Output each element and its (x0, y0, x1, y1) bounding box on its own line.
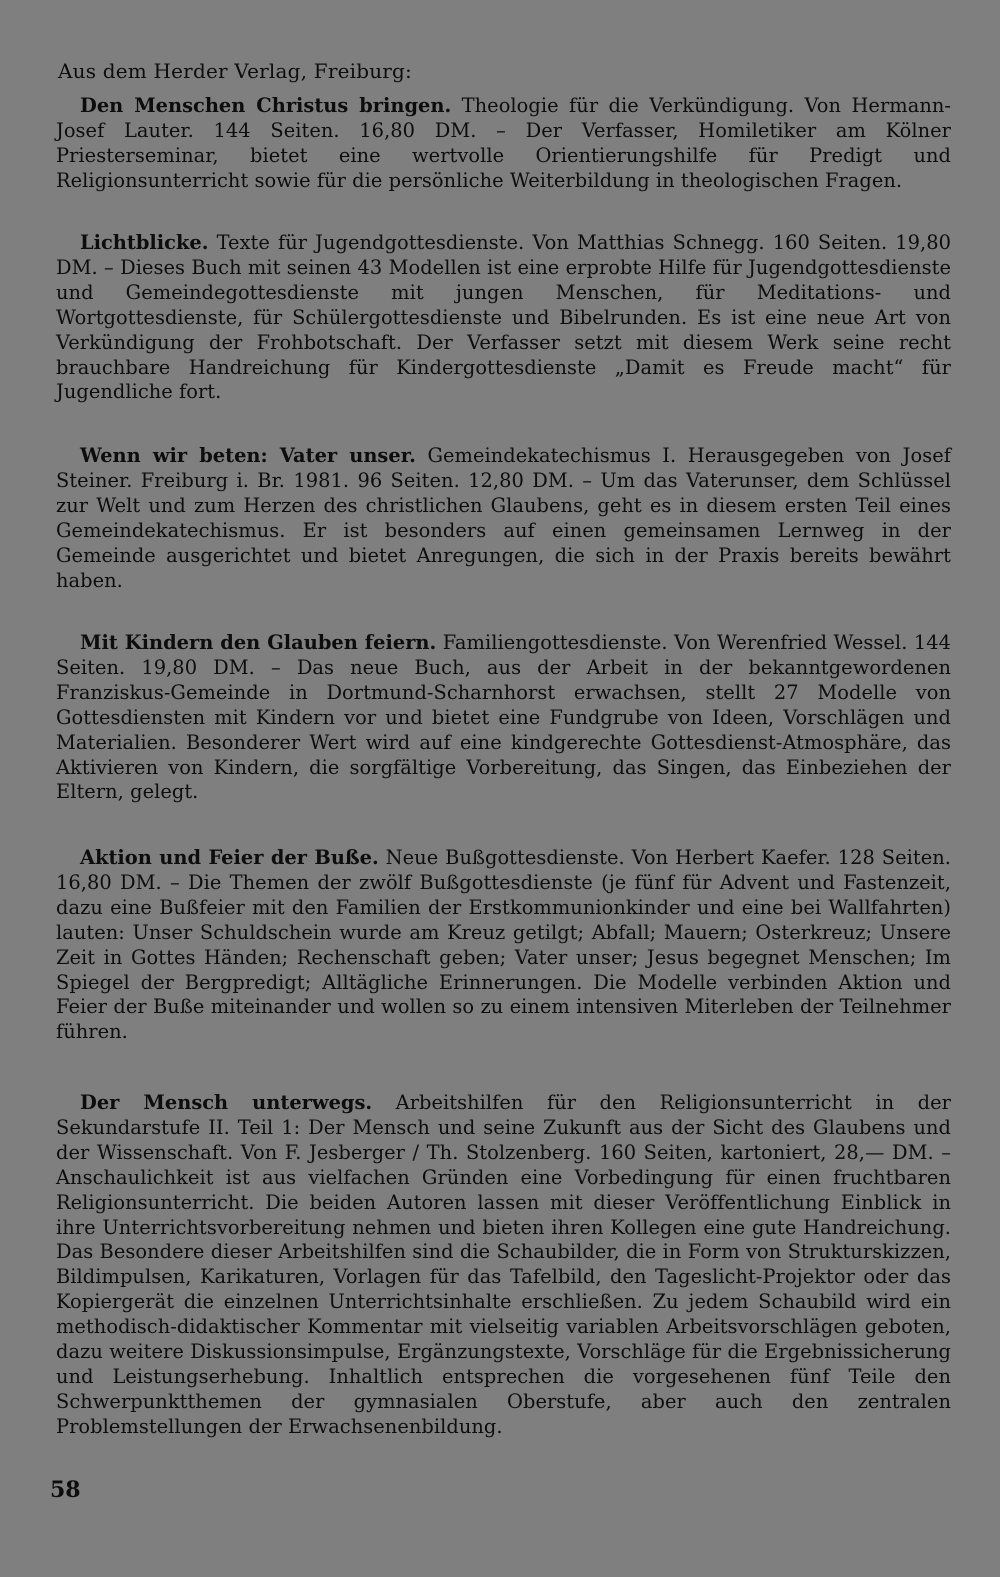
book-description: Familiengottesdienste. Von Werenfried Wessel. 144 Seiten. 19,80 DM. – Das neue Buch, aus der Arbeit in der bekanntgewordenen Franziskus-Gemeinde in Dortmund-Scharnhorst erwachsen, stellt 27 Modelle von Gottesdiensten mit Kindern vor und bietet eine Fundgrube von Ideen, Vorschlägen und Materialien. Besonderer Wert wird auf eine kindgerechte Gottesdienst-Atmosphäre, das Aktivieren von Kindern, die sorgfältige Vorbereitung, das Singen, das Einbeziehen der Eltern, gelegt. (56, 631, 952, 804)
book-entry (56, 231, 951, 405)
publisher-heading: Aus dem Herder Verlag, Freiburg: (58, 59, 412, 83)
book-entry (56, 444, 951, 593)
book-description: Neue Bußgottesdienste. Von Herbert Kaefer. 128 Seiten. 16,80 DM. – Die Themen der zwölf Bußgottesdienste (je fünf für Advent und Fastenzeit, dazu eine Bußfeier mit den Familien der Erstkommunionkinder und eine bei Wallfahrten) lauten: Unser Schuldschein wurde am Kreuz getilgt; Abfall; Mauern; Osterkreuz; Unsere Zeit in Gottes Händen; Rechenschaft geben; Vater unser; Jesus begegnet Menschen; Im Spiegel der Bergpredigt; Alltägliche Erinnerungen. Die Modelle verbinden Aktion und Feier der Buße miteinander und wollen so zu einem intensiven Miterleben der Teilnehmer führen. (56, 846, 951, 1044)
book-title: Mit Kindern den Glauben feiern. (80, 631, 437, 654)
book-description: Texte für Jugendgottesdienste. Von Matthias Schnegg. 160 Seiten. 19,80 DM. – Dieses Buch mit seinen 43 Modellen ist eine erprobte Hilfe für Jugendgottesdienste und Gemeindegottesdienste mit jungen Menschen, für Meditations- und Wortgottesdienste, für Schülergottesdienste und Bibelrunden. Es ist eine neue Art von Verkündigung der Frohbotschaft. Der Verfasser setzt mit diesem Werk seine recht brauchbare Handreichung für Kindergottesdienste „Damit es Freude macht“ für Jugendliche fort. (56, 231, 951, 404)
page-number: 58 (50, 1477, 81, 1503)
book-title: Der Mensch unterwegs. (80, 1091, 373, 1114)
book-description: Arbeitshilfen für den Religionsunterricht in der Sekundarstufe II. Teil 1: Der Mensch und seine Zukunft aus der Sicht des Glaubens und der Wissenschaft. Von F. Jesberger / Th. Stolzenberg. 160 Seiten, kartoniert, 28,— DM. – Anschaulichkeit ist aus vielfachen Gründen eine Vorbedingung für einen fruchtbaren Religionsunterricht. Die beiden Autoren lassen mit dieser Veröffentlichung Einblick in ihre Unterrichtsvorbereitung nehmen und bieten ihren Kollegen eine gute Handreichung. Das Besondere dieser Arbeitshilfen sind die Schaubilder, die in Form von Strukturskizzen, Bildimpulsen, Karikaturen, Vorlagen für das Tafelbild, den Tageslicht-Projektor oder das Kopiergerät die einzelnen Unterrichtsinhalte erschließen. Zu jedem Schaubild wird ein methodisch-didaktischer Kommentar mit vielseitig variablen Arbeitsvorschlägen geboten, dazu weitere Diskussionsimpulse, Ergänzungstexte, Vorschläge für die Ergebnissicherung und Leistungserhebung. Inhaltlich entsprechen die vorgesehenen fünf Teile den Schwerpunktthemen der gymnasialen Oberstufe, aber auch den zentralen Problemstellungen der Erwachsenenbildung. (56, 1091, 951, 1438)
book-title: Den Menschen Christus bringen. (80, 94, 452, 117)
book-title: Wenn wir beten: Vater unser. (80, 444, 416, 467)
book-entry (56, 631, 951, 805)
book-title: Aktion und Feier der Buße. (80, 846, 379, 869)
book-entry (56, 94, 951, 194)
book-title: Lichtblicke. (80, 231, 209, 254)
book-entry (56, 846, 951, 1045)
book-entry (56, 1091, 951, 1440)
book-description: Theologie für die Verkündigung. Von Hermann-Josef Lauter. 144 Seiten. 16,80 DM. – Der Verfasser, Homiletiker am Kölner Priesterseminar, bietet eine wertvolle Orientierungshilfe für Predigt und Religionsunterricht sowie für die persönliche Weiterbildung in theologischen Fragen. (56, 94, 951, 192)
book-description: Gemeindekatechismus I. Herausgegeben von Josef Steiner. Freiburg i. Br. 1981. 96 Seiten. 12,80 DM. – Um das Vaterunser, dem Schlüssel zur Welt und zum Herzen des christlichen Glaubens, geht es in diesem ersten Teil eines Gemeindekatechismus. Er ist besonders auf einen gemeinsamen Lernweg in der Gemeinde ausgerichtet und bietet Anregungen, die sich in der Praxis bereits bewährt haben. (56, 444, 951, 592)
